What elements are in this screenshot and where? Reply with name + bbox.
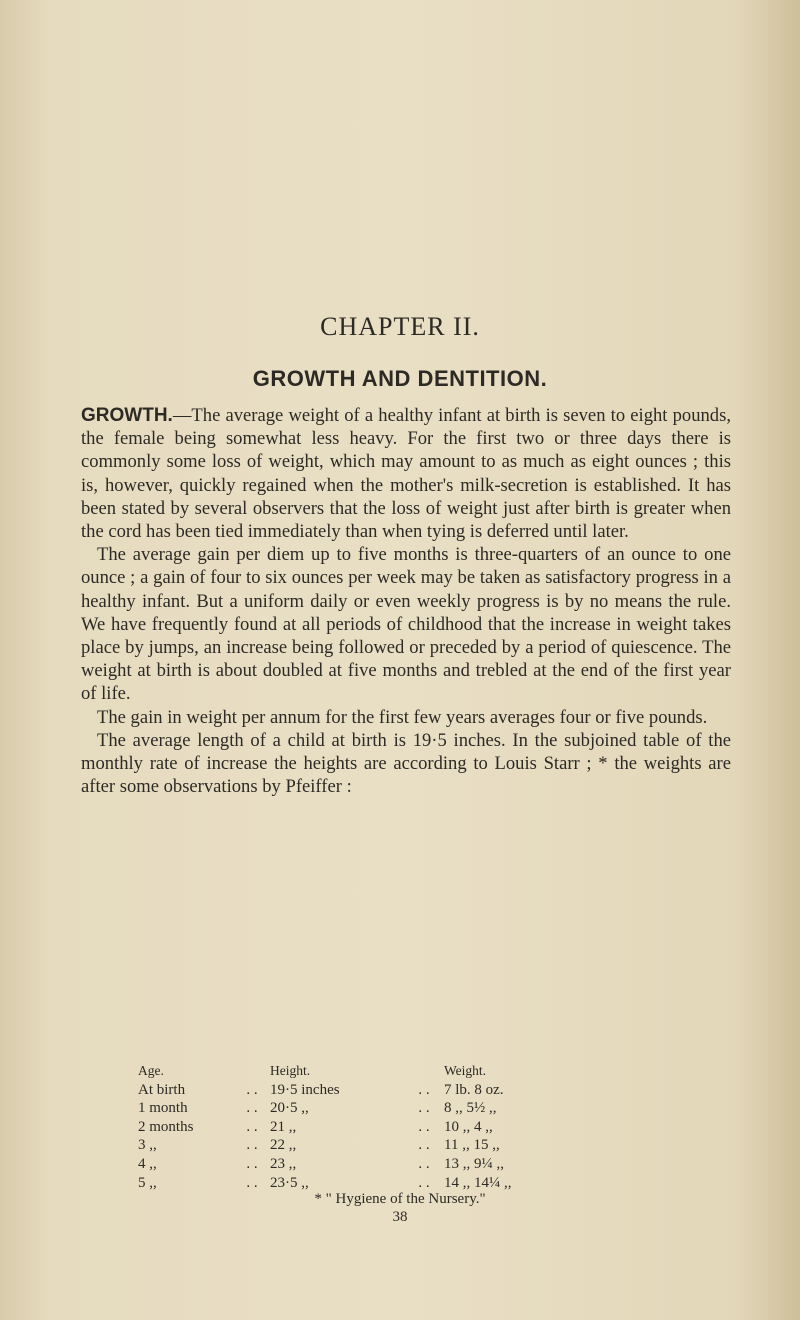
- section-title: GROWTH AND DENTITION.: [252, 366, 548, 391]
- cell-separator: . .: [246, 1137, 258, 1154]
- cell-height: 23·5 ,,: [270, 1174, 309, 1191]
- cell-height: 22 ,,: [270, 1137, 297, 1154]
- cell-age: 1 month: [138, 1100, 188, 1117]
- cell-weight: 8 ,, 5½ ,,: [444, 1100, 497, 1117]
- paragraph: The gain in weight per annum for the first few years averages four or five pounds.: [97, 706, 708, 728]
- paragraph: The average gain per diem up to five months is three-quarters of an ounce to one ounce ; a gain of four to six ounces per week may be taken as satisfactory progress in a healthy infant. But a uniform daily or even weekly progress is by no means the rule. We have frequently found at all periods of childhood that the increase in weight takes place by jumps, an increase being followed or preceded by a period of quiescence. The weight at birth is about doubled at five months and trebled at the end of the first year of life.: [81, 544, 731, 705]
- cell-height: 23 ,,: [270, 1155, 297, 1172]
- table-row: [138, 1136, 698, 1155]
- cell-separator: . .: [246, 1118, 258, 1135]
- table-row: [138, 1174, 698, 1193]
- cell-age: 3 ,,: [138, 1137, 157, 1154]
- cell-separator: . .: [418, 1155, 430, 1172]
- cell-separator: . .: [246, 1155, 258, 1172]
- header-weight: Weight.: [444, 1063, 487, 1078]
- cell-weight: 13 ,, 9¼ ,,: [444, 1155, 504, 1172]
- chapter-heading: CHAPTER II.: [320, 312, 480, 341]
- cell-weight: 11 ,, 15 ,,: [444, 1137, 500, 1154]
- body-text: [81, 404, 731, 798]
- header-age: Age.: [138, 1063, 164, 1078]
- cell-weight: 14 ,, 14¼ ,,: [444, 1174, 512, 1191]
- cell-separator: . .: [418, 1174, 430, 1191]
- table-row: [138, 1099, 698, 1118]
- cell-height: 19·5 inches: [270, 1081, 340, 1098]
- cell-separator: . .: [418, 1081, 430, 1098]
- paragraph: [81, 404, 731, 543]
- cell-separator: . .: [246, 1081, 258, 1098]
- cell-height: 21 ,,: [270, 1118, 297, 1135]
- paragraph: The average length of a child at birth is 19·5 inches. In the subjoined table of the monthly rate of increase the heights are according to Louis Starr ; * the weights are after some observations by Pfeiffer :: [81, 729, 731, 798]
- growth-table: [138, 1062, 698, 1192]
- cell-age: 5 ,,: [138, 1174, 157, 1191]
- cell-age: At birth: [138, 1081, 186, 1098]
- cell-age: 4 ,,: [138, 1155, 157, 1172]
- cell-weight: 10 ,, 4 ,,: [444, 1118, 493, 1135]
- cell-separator: . .: [418, 1100, 430, 1117]
- cell-weight: 7 lb. 8 oz.: [444, 1081, 504, 1098]
- cell-separator: . .: [246, 1174, 258, 1191]
- footnote: * " Hygiene of the Nursery.": [314, 1191, 486, 1207]
- table-header: [138, 1062, 698, 1081]
- cell-age: 2 months: [138, 1118, 194, 1135]
- cell-separator: . .: [418, 1137, 430, 1154]
- cell-separator: . .: [418, 1118, 430, 1135]
- table-row: [138, 1155, 698, 1174]
- cell-height: 20·5 ,,: [270, 1100, 309, 1117]
- table-row: [138, 1118, 698, 1137]
- paragraph-text: —The average weight of a healthy infant at birth is seven to eight pounds, the female being somewhat less heavy. For the first two or three days there is commonly some loss of weight, which may amount to as much as eight ounces ; this is, however, quickly regained when the mother's milk-secretion is established. It has been stated by several observers that the loss of weight just after birth is greater when the cord has been tied immediately than when tying is deferred until later.: [81, 405, 731, 543]
- header-height: Height.: [270, 1063, 311, 1078]
- lead-word: GROWTH.: [81, 405, 173, 426]
- page-number: 38: [392, 1209, 408, 1225]
- table-row: [138, 1081, 698, 1100]
- cell-separator: . .: [246, 1100, 258, 1117]
